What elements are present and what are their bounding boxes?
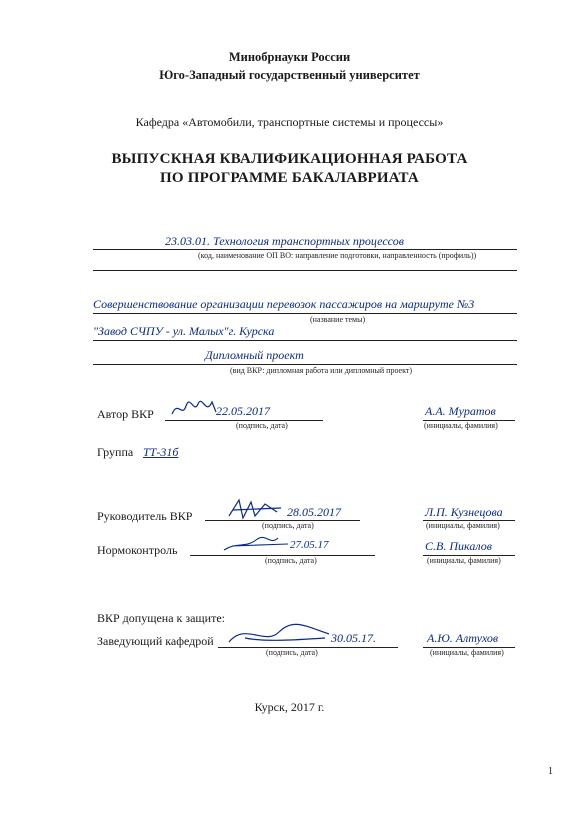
topic-line-1-underline	[93, 313, 517, 314]
supervisor-date: 28.05.2017	[287, 505, 341, 519]
topic-line-1: Совершенствование организации перевозок пассажиров на маршруте №3	[93, 297, 475, 311]
head-name: А.Ю. Алтухов	[427, 631, 499, 645]
normcontrol-signature	[222, 532, 292, 556]
supervisor-label: Руководитель ВКР	[97, 509, 193, 523]
head-name-caption: (инициалы, фамилия)	[430, 648, 504, 657]
head-sign-caption: (подпись, дата)	[266, 648, 318, 657]
head-signature	[225, 620, 333, 650]
program-extra-line	[93, 270, 517, 271]
author-signature	[168, 396, 220, 422]
normcontrol-name-caption: (инициалы, фамилия)	[427, 556, 501, 565]
normcontrol-label: Нормоконтроль	[97, 543, 178, 557]
program-caption: (код, наименование ОП ВО: направление подготовки, направленность (профиль))	[198, 251, 477, 260]
author-name-caption: (инициалы, фамилия)	[424, 421, 498, 430]
document-title: ВЫПУСКНАЯ КВАЛИФИКАЦИОННАЯ РАБОТА	[111, 151, 468, 167]
normcontrol-date: 27.05.17	[290, 539, 329, 551]
work-type-line	[93, 364, 517, 365]
topic-caption: (название темы)	[310, 315, 366, 324]
normcontrol-sign-caption: (подпись, дата)	[265, 556, 317, 565]
author-date: 22.05.2017	[216, 404, 270, 418]
university-name: Юго-Западный государственный университет	[159, 68, 420, 82]
program-line	[93, 249, 517, 250]
supervisor-sign-caption: (подпись, дата)	[262, 521, 314, 530]
group-value: ТТ-31б	[143, 445, 179, 459]
topic-line-2: "Завод СЧПУ - ул. Малых"г. Курска	[93, 324, 275, 338]
author-sign-caption: (подпись, дата)	[236, 421, 288, 430]
head-date: 30.05.17.	[331, 631, 376, 645]
head-label: Заведующий кафедрой	[97, 634, 214, 648]
author-name: А.А. Муратов	[425, 404, 496, 418]
document-subtitle: ПО ПРОГРАММЕ БАКАЛАВРИАТА	[160, 170, 419, 186]
group-label: Группа	[97, 445, 134, 459]
supervisor-name: Л.П. Кузнецова	[425, 505, 503, 519]
department-name: Кафедра «Автомобили, транспортные системы и процессы»	[135, 115, 444, 129]
page-number: 1	[548, 766, 553, 777]
program-value: 23.03.01. Технология транспортных процессов	[165, 234, 404, 248]
topic-line-2-underline	[93, 340, 517, 341]
supervisor-name-caption: (инициалы, фамилия)	[426, 521, 500, 530]
ministry-name: Минобрнауки России	[228, 50, 351, 64]
work-type-caption: (вид ВКР: дипломная работа или дипломный проект)	[230, 366, 413, 375]
normcontrol-name: С.В. Пикалов	[425, 539, 492, 553]
admission-label: ВКР допущена к защите:	[97, 611, 225, 625]
work-type-value: Дипломный проект	[205, 348, 304, 362]
author-label: Автор ВКР	[97, 407, 154, 421]
city-year: Курск, 2017 г.	[254, 700, 325, 714]
